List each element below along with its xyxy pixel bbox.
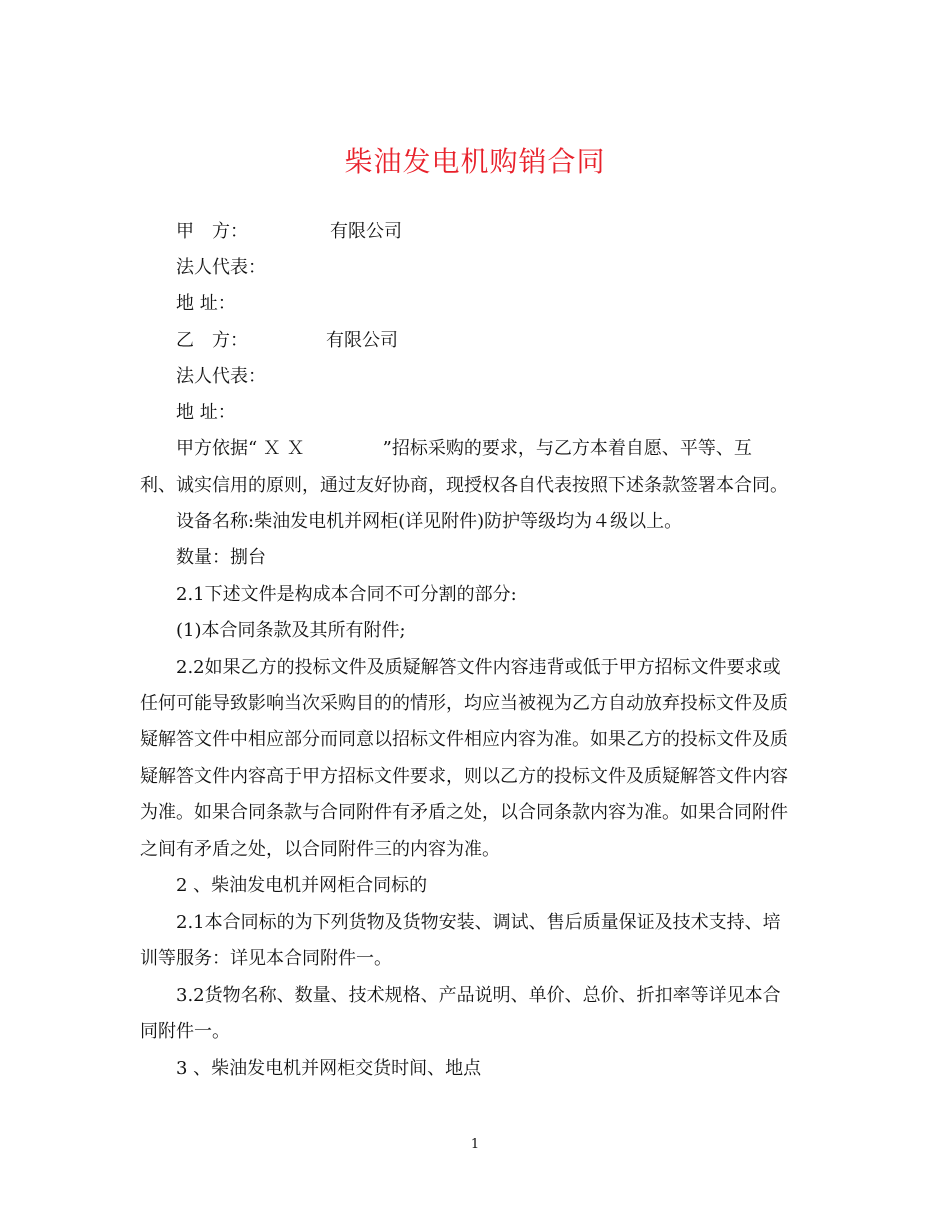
contract-title: 柴油发电机购销合同: [344, 145, 606, 178]
party-a-address-label: 地 址：: [176, 293, 236, 314]
clause-2-1-subject-line: 2.1本合同标的为下列货物及货物安装、调试、售后质量保证及技术支持、培: [176, 912, 781, 933]
section-2-heading: 2 、柴油发电机并网柜合同标的: [176, 875, 428, 896]
party-b-label: 乙 方：: [176, 330, 248, 351]
clause-3-2-line: 3.2货物名称、数量、技术规格、产品说明、单价、总价、折扣率等详见本合: [176, 985, 781, 1006]
quantity: 数量：捌台: [176, 547, 266, 568]
intro-line-2: 利、诚实信用的原则，通过友好协商，现授权各自代表按照下述条款签署本合同。: [140, 475, 788, 496]
party-a-label: 甲 方：: [176, 221, 248, 242]
clause-2-2-line: 为准。如果合同条款与合同附件有矛盾之处，以合同条款内容为准。如果合同附件: [140, 802, 788, 823]
clause-2-1-subject-line: 训等服务：详见本合同附件一。: [140, 948, 392, 969]
party-b-company: 有限公司: [326, 330, 398, 351]
clause-2-1: 2.1下述文件是构成本合同不可分割的部分:: [176, 584, 517, 605]
intro-line-1-start: 甲方依据“ Ｘ Ｘ: [176, 438, 305, 459]
party-b-line: [176, 329, 820, 353]
party-b-rep-label: 法人代表：: [176, 366, 266, 387]
clause-2-2-line: 疑解答文件内容高于甲方招标文件要求，则以乙方的投标文件及质疑解答文件内容: [140, 766, 788, 787]
intro-line-1: [176, 437, 820, 461]
clause-2-2-line: 疑解答文件中相应部分而同意以招标文件相应内容为准。如果乙方的投标文件及质: [140, 729, 788, 750]
clause-2-1-item-1: (1)本合同条款及其所有附件;: [176, 620, 406, 641]
intro-line-1-end: ”招标采购的要求，与乙方本着自愿、平等、互: [382, 438, 752, 459]
party-b-address-label: 地 址：: [176, 402, 236, 423]
party-a-company: 有限公司: [330, 221, 402, 242]
clause-2-2-line: 任何可能导致影响当次采购目的的情形，均应当被视为乙方自动放弃投标文件及质: [140, 693, 788, 714]
clause-2-2-line: 2.2如果乙方的投标文件及质疑解答文件内容违背或低于甲方招标文件要求或: [176, 657, 781, 678]
clause-2-2-line: 之间有矛盾之处，以合同附件三的内容为准。: [140, 839, 500, 860]
equipment-name: 设备名称:柴油发电机并网柜(详见附件)防护等级均为４级以上。: [176, 511, 683, 532]
page-number: 1: [470, 1137, 480, 1152]
party-a-rep-label: 法人代表：: [176, 257, 266, 278]
section-3-heading: 3 、柴油发电机并网柜交货时间、地点: [176, 1058, 482, 1079]
clause-3-2-line: 同附件一。: [140, 1021, 230, 1042]
party-a-line: [176, 220, 820, 244]
